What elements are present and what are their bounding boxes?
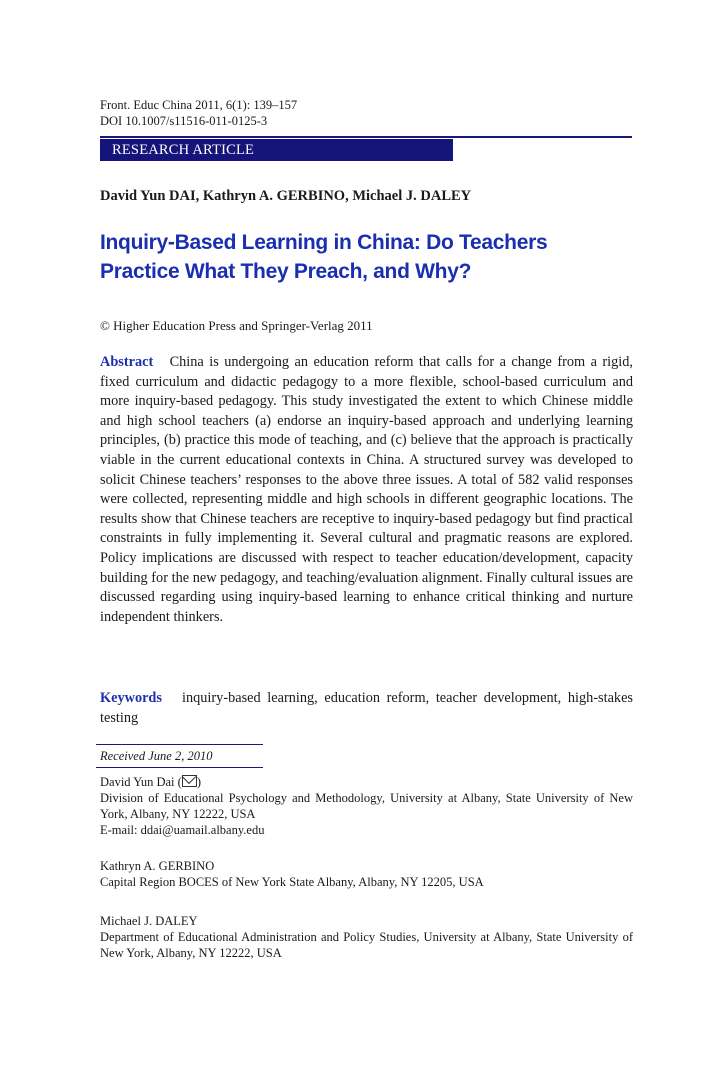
doi: DOI 10.1007/s11516-011-0125-3 (100, 114, 268, 128)
author-email: E-mail: ddai@uamail.albany.edu (100, 823, 265, 837)
affiliation-block (100, 774, 633, 838)
journal-citation: Front. Educ China 2011, 6(1): 139–157 (100, 98, 298, 112)
received-date: Received June 2, 2010 (100, 749, 213, 763)
author-name: Michael J. DALEY (100, 914, 198, 928)
abstract-text: China is undergoing an education reform that calls for a change from a rigid, fixed curriculum and didactic pedagogy to a more flexible, school-based curriculum and more inquiry-based pedagogy. This study investigated the extent to which Chinese middle and high school teachers (a) endorse an inquiry-based approach and underlying learning principles, (b) practice this mode of teaching, and (c) believe that the approach is practically viable in the current educational contexts in China. A structured survey was developed to solicit Chinese teachers’ responses to the above three issues. A total of 582 valid responses were collected, representing middle and high schools in different geographic locations. The results show that Chinese teachers are receptive to inquiry-based pedagogy but find practical constraints in fully implementing it. Several cultural and pragmatic reasons are explored. Policy implications are discussed with respect to teacher education/development, capacity building for the new pedagogy, and teaching/evaluation alignment. Finally cultural issues are discussed regarding using inquiry-based learning to enhance critical thinking and nurture independent thinkers. (100, 354, 634, 625)
keywords (100, 688, 633, 728)
title-line-2: Practice What They Preach, and Why? (100, 260, 472, 283)
abstract-label: Abstract (100, 354, 154, 370)
paper-title (100, 228, 640, 286)
author-list: David Yun DAI, Kathryn A. GERBINO, Michael J. DALEY (100, 188, 472, 204)
envelope-icon (182, 775, 197, 787)
keywords-text: inquiry-based learning, education reform, teacher development, high-stakes testing (100, 690, 633, 726)
affiliation-address: Capital Region BOCES of New York State Albany, Albany, NY 12205, USA (100, 875, 484, 889)
article-type-label: RESEARCH ARTICLE (112, 142, 255, 158)
abstract (100, 353, 633, 627)
author-name: Kathryn A. GERBINO (100, 859, 215, 873)
keywords-label: Keywords (100, 690, 162, 706)
footnote-rule-top (96, 744, 263, 745)
author-name: David Yun Dai ( ) (100, 775, 201, 789)
affiliation-address: Department of Educational Administration and Policy Studies, University at Albany, State University of New York, Albany, NY 12222, USA (100, 930, 633, 960)
footnote-rule-bottom (96, 767, 263, 768)
affiliation-address: Division of Educational Psychology and Methodology, University at Albany, State University of New York, Albany, NY 12222, USA (100, 791, 633, 821)
affiliation-block (100, 913, 633, 961)
copyright-notice: © Higher Education Press and Springer-Verlag 2011 (100, 318, 373, 333)
journal-header (100, 97, 297, 129)
header-rule (100, 136, 632, 138)
article-type-banner (100, 139, 453, 161)
affiliation-block (100, 858, 633, 890)
title-line-1: Inquiry-Based Learning in China: Do Teachers (100, 231, 548, 254)
